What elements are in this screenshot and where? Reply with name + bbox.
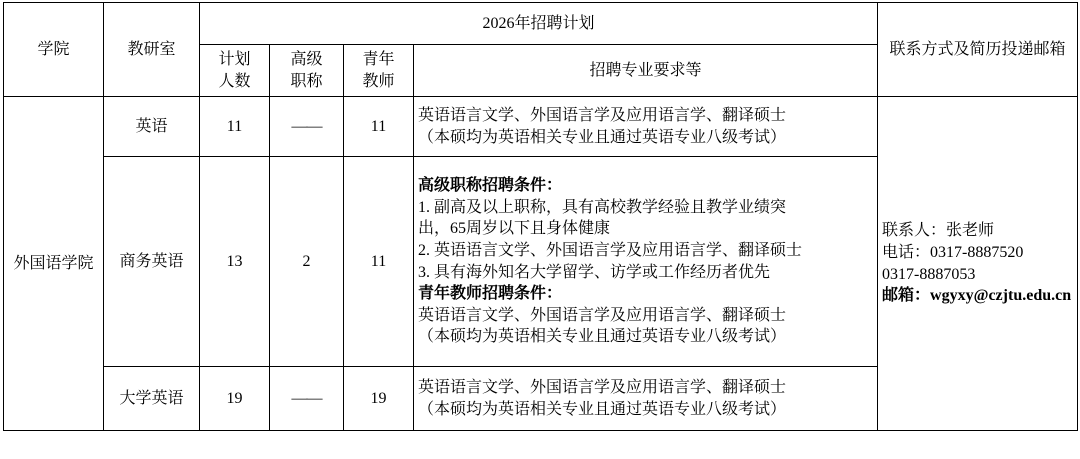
major-line: 英语语言文学、外国语言学及应用语言学、翻译硕士 (418, 306, 787, 324)
header-young-teacher (344, 45, 414, 97)
contact-email: 邮箱：wgyxy@czjtu.edu.cn (882, 287, 1072, 305)
major-line: 高级职称招聘条件： (418, 177, 563, 195)
major-line: （本硕均为英语相关专业且通过英语专业八级考试） (418, 400, 787, 418)
cell-senior-title-1: 2 (270, 157, 344, 367)
header-contact: 联系方式及简历投递邮箱 (878, 3, 1078, 97)
table-row (4, 97, 1078, 157)
header-plan-count-line2: 人数 (218, 72, 251, 90)
table-header-row-1 (4, 3, 1078, 45)
cell-department-1: 商务英语 (104, 157, 200, 367)
major-line: 1. 副高及以上职称，具有高校教学经验且教学业绩突 (418, 198, 787, 216)
major-line: 英语语言文学、外国语言学及应用语言学、翻译硕士 (418, 378, 787, 396)
header-senior-title-line1: 高级 (290, 50, 323, 68)
major-line: 青年教师招聘条件： (418, 285, 563, 303)
header-plan-group: 2026年招聘计划 (200, 3, 878, 45)
header-plan-count (200, 45, 270, 97)
header-senior-title (270, 45, 344, 97)
major-line: （本硕均为英语相关专业且通过英语专业八级考试） (418, 328, 787, 346)
header-senior-title-line2: 职称 (290, 72, 323, 90)
contact-phone-1: 电话：0317-8887520 (882, 243, 1024, 261)
cell-young-teacher-0: 11 (344, 97, 414, 157)
cell-plan-count-0: 11 (200, 97, 270, 157)
cell-young-teacher-1: 11 (344, 157, 414, 367)
major-line: 3. 具有海外知名大学留学、访学或工作经历者优先 (418, 263, 771, 281)
cell-plan-count-1: 13 (200, 157, 270, 367)
header-major-requirements: 招聘专业要求等 (414, 45, 878, 97)
header-young-teacher-line2: 教师 (362, 72, 395, 90)
contact-person: 联系人：张老师 (882, 222, 995, 240)
cell-department-0: 英语 (104, 97, 200, 157)
header-young-teacher-line1: 青年 (362, 50, 395, 68)
header-plan-count-line1: 计划 (218, 50, 251, 68)
cell-major-requirements-2 (414, 367, 878, 431)
header-college: 学院 (4, 3, 104, 97)
cell-senior-title-2: —— (270, 367, 344, 431)
recruitment-table-sheet (0, 2, 1080, 459)
cell-plan-count-2: 19 (200, 367, 270, 431)
cell-young-teacher-2: 19 (344, 367, 414, 431)
header-department: 教研室 (104, 3, 200, 97)
cell-college-name: 外国语学院 (4, 97, 104, 431)
contact-phone-2: 0317-8887053 (882, 265, 976, 283)
cell-major-requirements-0 (414, 97, 878, 157)
major-line: 出，65周岁以下且身体健康 (418, 220, 611, 238)
major-line: 英语语言文学、外国语言学及应用语言学、翻译硕士 (418, 106, 787, 124)
cell-senior-title-0: —— (270, 97, 344, 157)
major-line: （本硕均为英语相关专业且通过英语专业八级考试） (418, 128, 787, 146)
cell-department-2: 大学英语 (104, 367, 200, 431)
recruitment-plan-table (3, 2, 1078, 431)
cell-contact-info (878, 97, 1078, 431)
cell-major-requirements-1 (414, 157, 878, 367)
major-line: 2. 英语语言文学、外国语言学及应用语言学、翻译硕士 (418, 241, 803, 259)
